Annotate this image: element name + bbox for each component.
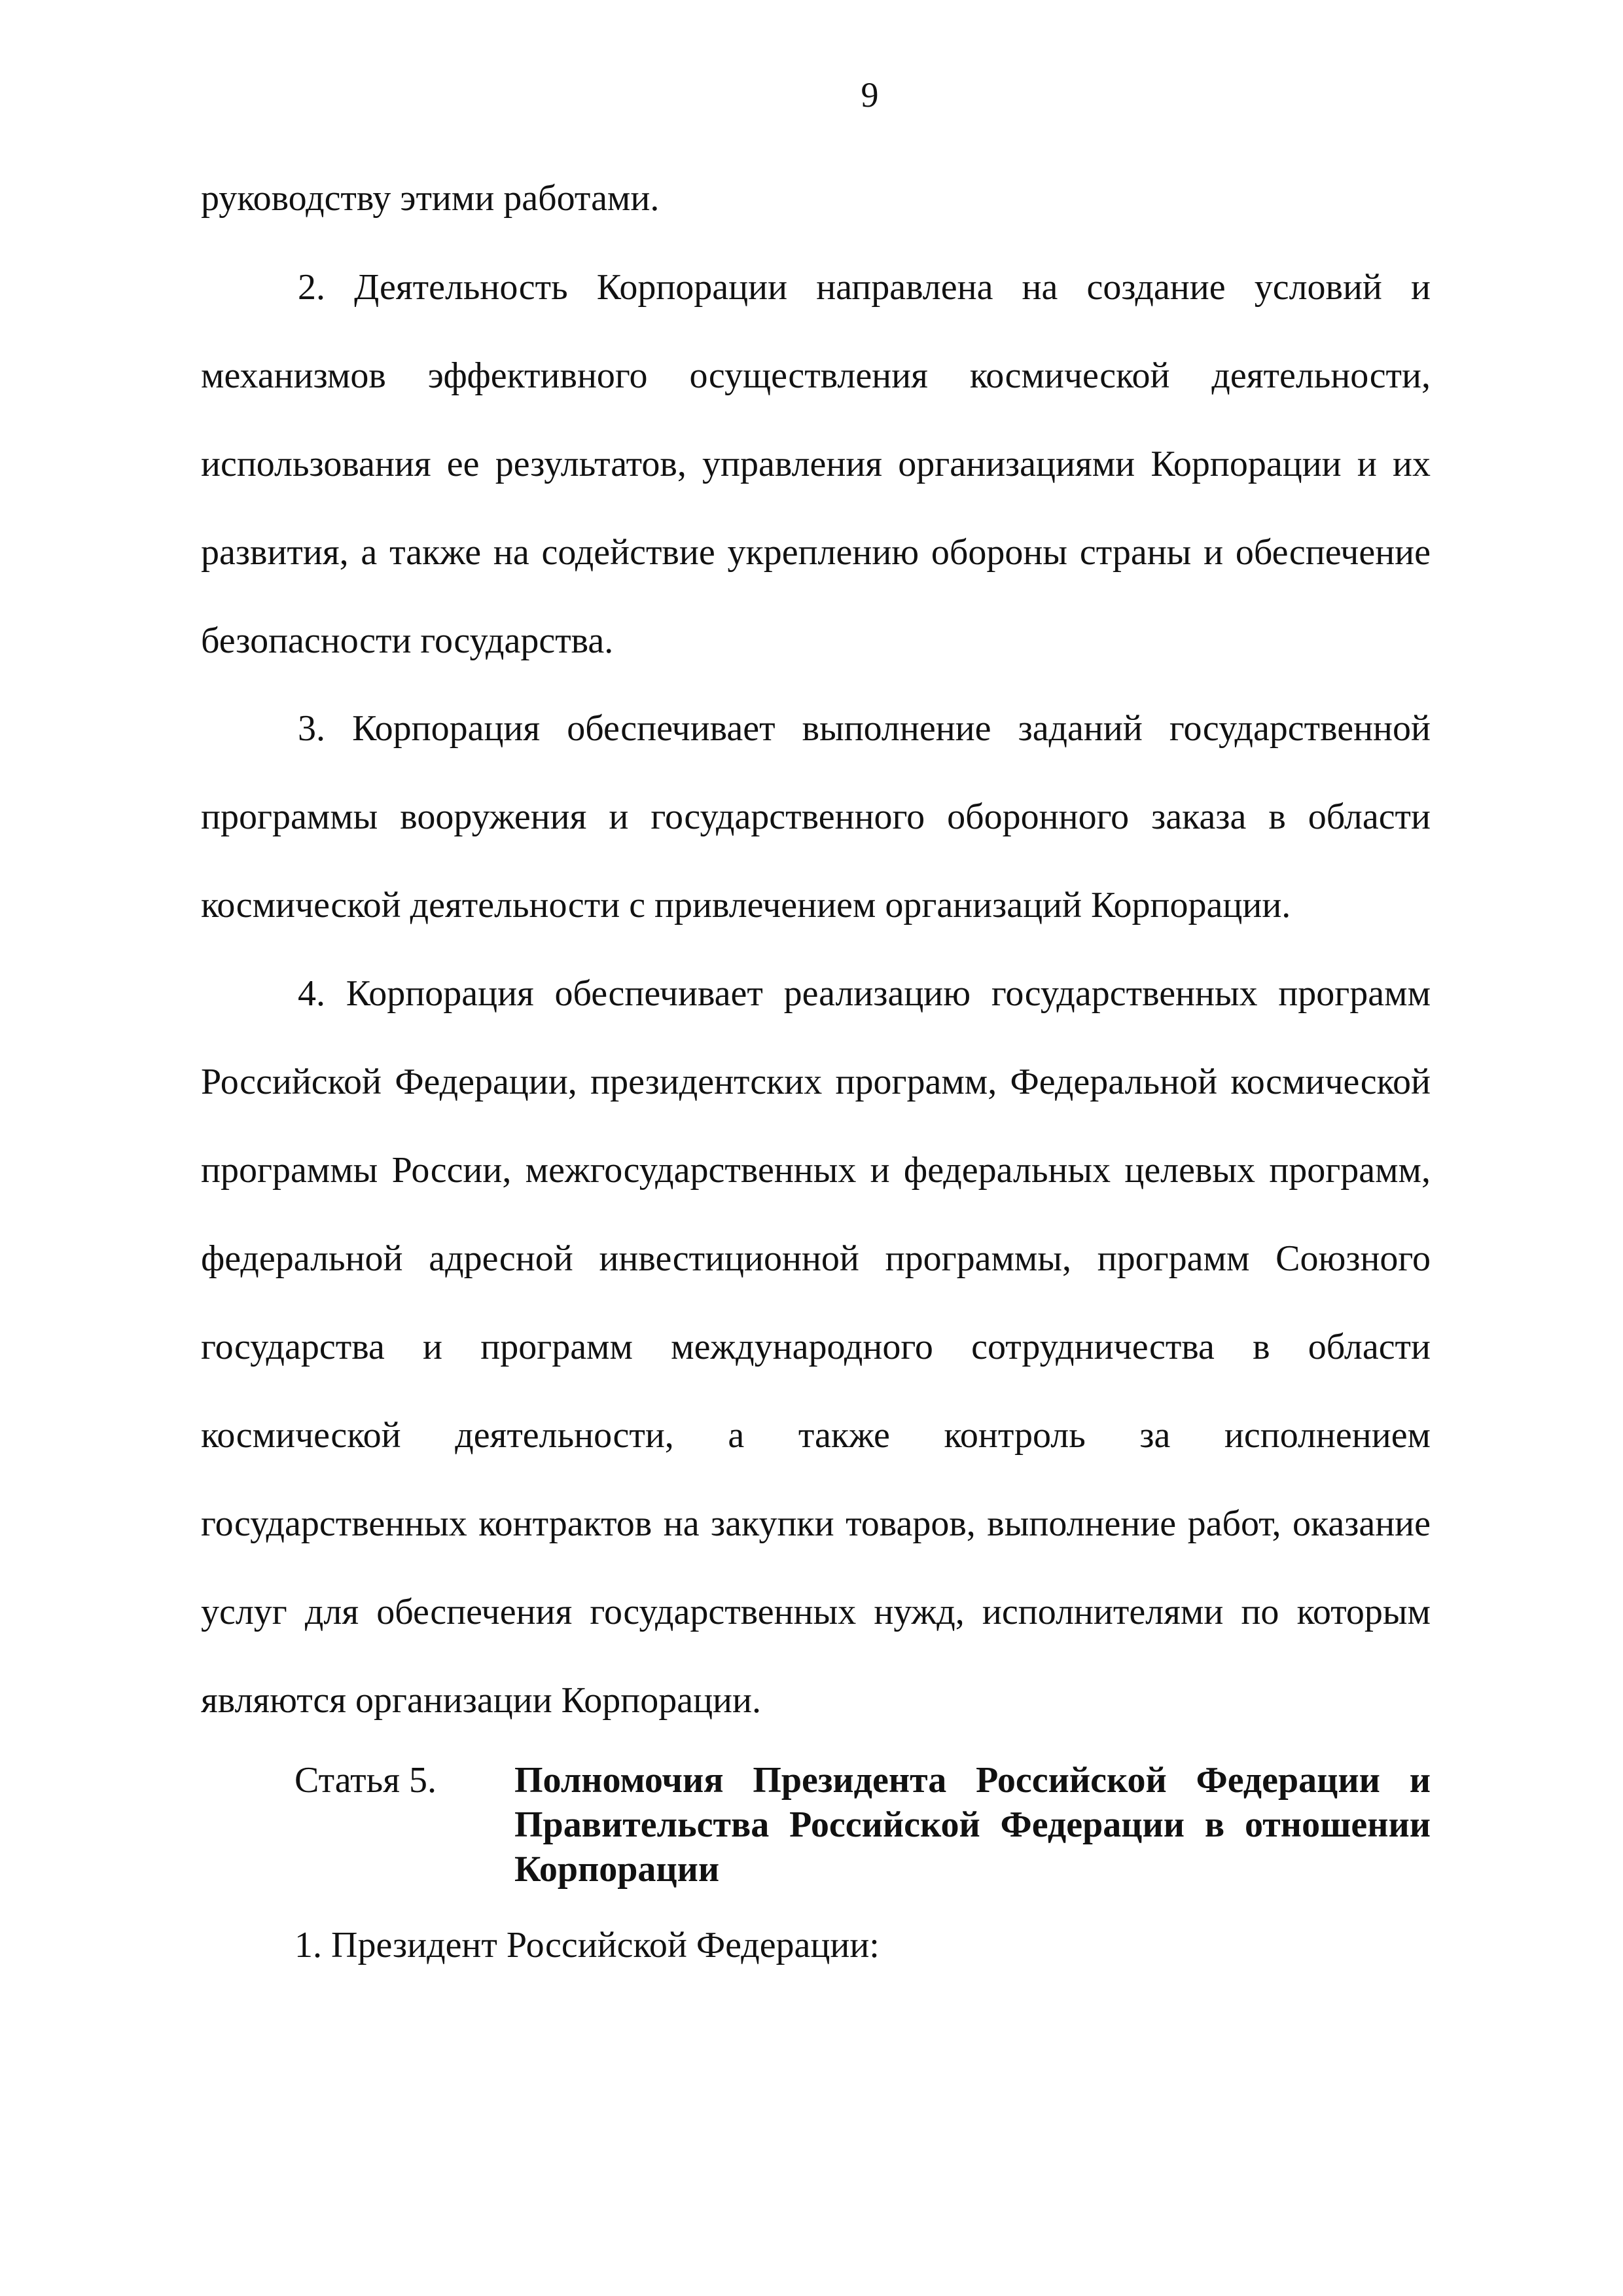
paragraph-4 xyxy=(201,950,1431,1745)
paragraph-continuation-text: руководству этими работами. xyxy=(201,178,660,219)
article-label: Статья 5. xyxy=(294,1760,437,1801)
article-title: Полномочия Президента Российской Федерации и Правительства Российской Федерации в отношении Корпорации xyxy=(514,1760,1431,1890)
paragraph-2 xyxy=(201,243,1431,685)
paragraph-2-text: 2. Деятельность Корпорации направлена на создание условий и механизмов эффективного осуществления космической деятельности, использования ее результатов, управления организациями Корпорации и их развития, а также на содействие укреплению обороны страны и обеспечение безопасности государства. xyxy=(201,267,1431,661)
paragraph-3 xyxy=(201,685,1431,950)
continued-paragraph xyxy=(201,154,1431,243)
paragraph-3-text: 3. Корпорация обеспечивает выполнение заданий государственной программы вооружения и государственного оборонного заказа в области космической деятельности с привлечением организаций Корпорации. xyxy=(201,708,1431,925)
list-item-1: 1. Президент Российской Федерации: xyxy=(294,1925,880,1965)
paragraph-4-text: 4. Корпорация обеспечивает реализацию государственных программ Российской Федерации, президентских программ, Федеральной космической программы России, межгосударственных и федеральных целевых программ, федеральной адресной инвестиционной программы, программ Союзного государства и программ международного сотрудничества в области космической деятельности, а также контроль за исполнением государственных контрактов на закупки товаров, выполнение работ, оказание услуг для обеспечения государственных нужд, исполнителями по которым являются организации Корпорации. xyxy=(201,973,1431,1721)
page-number: 9 xyxy=(861,75,879,115)
